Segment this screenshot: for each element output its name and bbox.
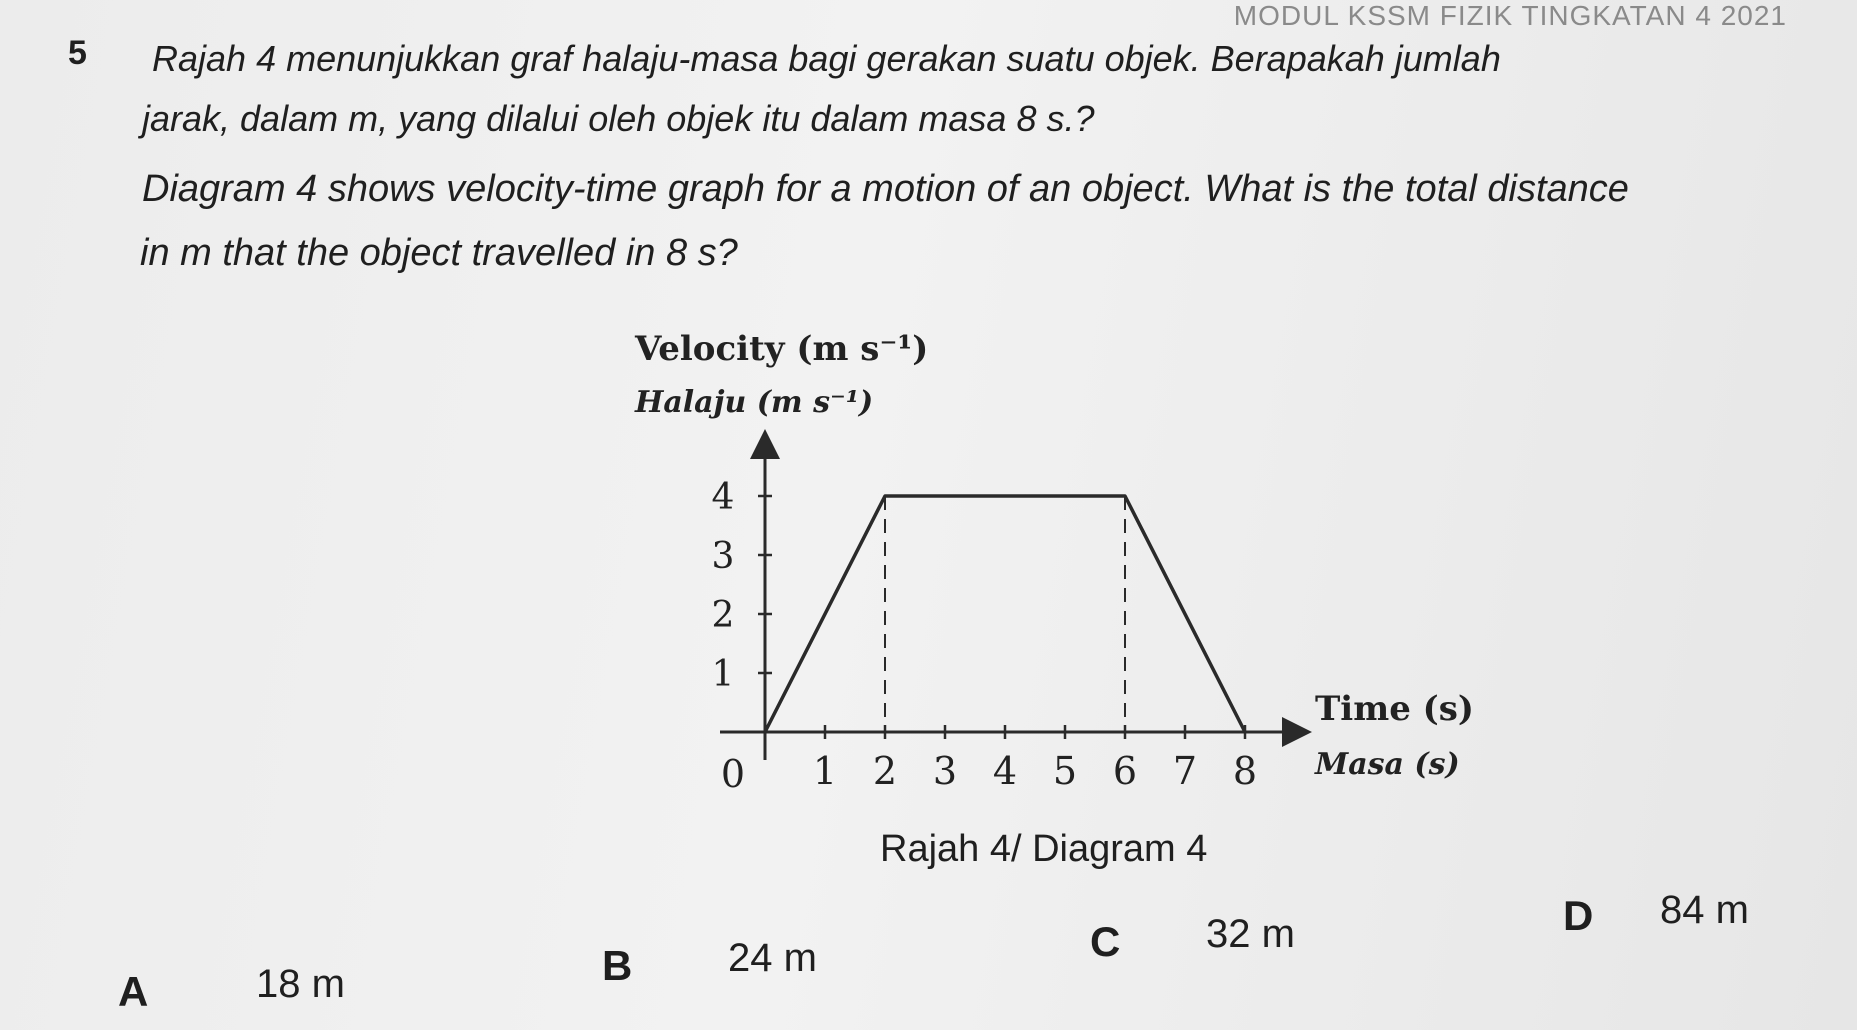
y-tick-label: 4 [711,477,735,518]
option-a-letter: A [118,968,149,1015]
option-a-value: 18 m [256,962,345,1006]
question-number: 5 [68,34,87,72]
question-text-malay-line1: Rajah 4 menunjukkan graf halaju-masa bagi gerakan suatu objek. Berapakah jumlah [152,38,1501,79]
option-b-letter: B [602,942,633,989]
y-axis-label: Velocity (m s⁻¹) [635,329,929,369]
y-tick-label: 3 [711,536,735,577]
x-tick-label: 5 [1052,749,1078,793]
question-text-malay-line2: jarak, dalam m, yang dilalui oleh objek itu dalam masa 8 s.? [142,98,1095,139]
option-d-letter: D [1563,892,1594,939]
option-b-value: 24 m [728,936,817,980]
velocity-series-line [765,496,1245,732]
x-tick-label: 0 [720,752,746,796]
x-axis-label-malay: Masa (s) [1315,747,1460,782]
y-tick-label: 1 [711,654,735,695]
x-tick-label: 4 [992,749,1018,793]
x-tick-label: 8 [1232,749,1258,793]
question-text-english-line2: in m that the object travelled in 8 s? [140,232,738,274]
x-tick-label: 3 [932,749,958,793]
question-text-english-line1: Diagram 4 shows velocity-time graph for a motion of an object. What is the total distance [142,168,1629,210]
x-tick-label: 1 [812,749,838,793]
y-tick-label: 2 [711,595,735,636]
x-tick-label: 2 [872,749,898,793]
x-tick-label: 7 [1172,749,1198,793]
module-header: MODUL KSSM FIZIK TINGKATAN 4 2021 [1233,0,1787,31]
option-c-value: 32 m [1206,912,1295,956]
x-tick-label: 6 [1112,749,1138,793]
option-d-value: 84 m [1660,888,1749,932]
velocity-time-graph [600,320,1500,820]
diagram-caption: Rajah 4/ Diagram 4 [880,828,1208,870]
x-axis-label: Time (s) [1315,689,1474,729]
option-c-letter: C [1090,918,1121,965]
y-axis-label-malay: Halaju (m s⁻¹) [635,385,874,420]
